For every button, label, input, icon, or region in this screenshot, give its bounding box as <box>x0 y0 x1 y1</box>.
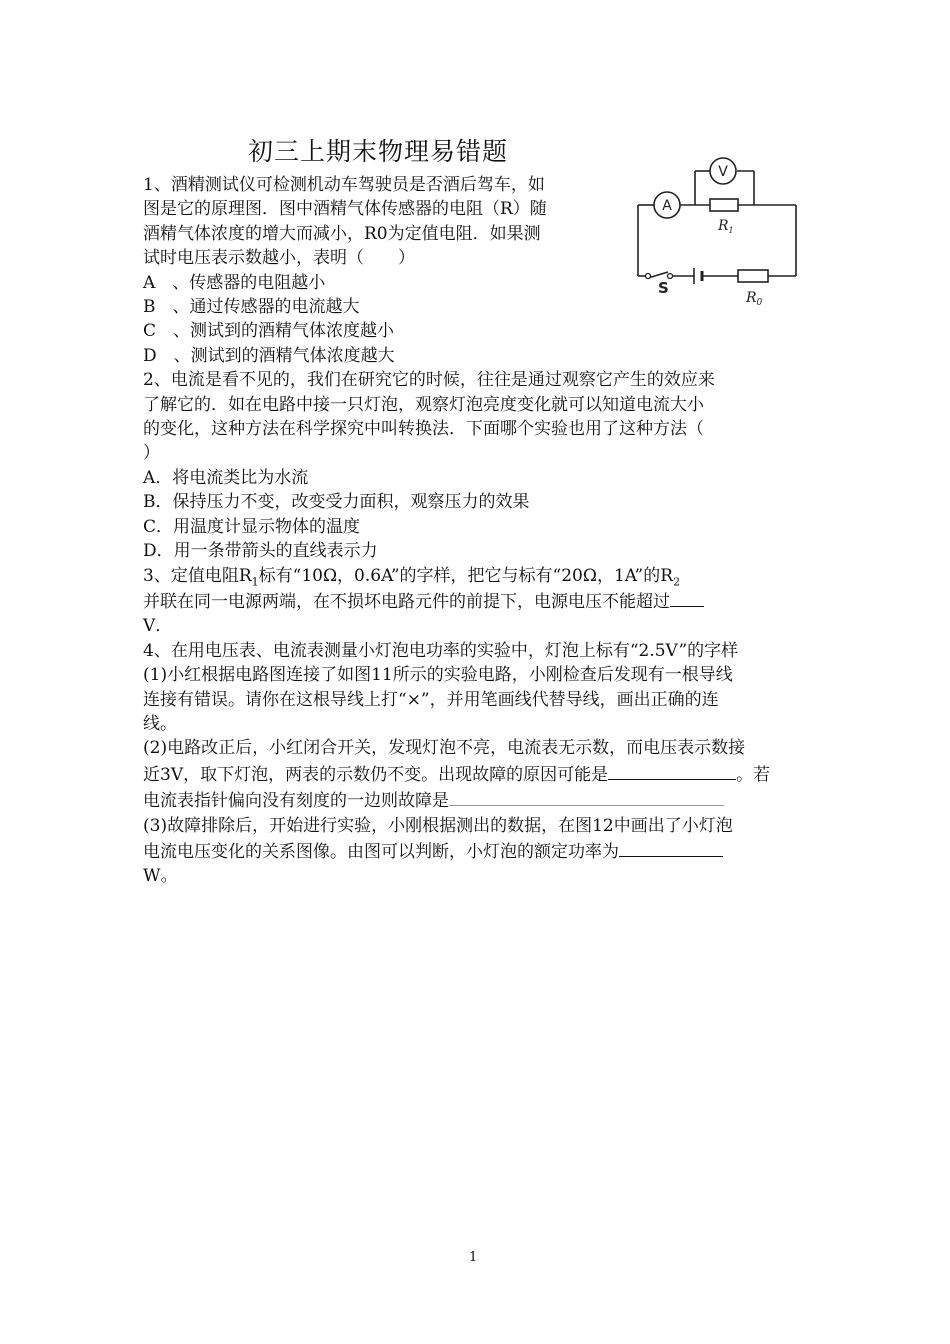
q4-intro: 4、在用电压表、电流表测量小灯泡电功率的实验中，灯泡上标有“2.5V”的字样 <box>143 640 739 661</box>
q4-part1-line: 线。 <box>143 713 177 734</box>
q3-line: 3、定值电阻$R_1$标有“10Ω，0.6A”的字样，把它与标有“20Ω，1A”的$R_2$ <box>143 565 681 588</box>
voltmeter-label: V <box>718 164 728 180</box>
answer-blank[interactable] <box>670 588 704 607</box>
page-title: 初三上期末物理易错题 <box>248 137 509 166</box>
q2-line: 的变化，这种方法在科学探究中叫转换法．下面哪个实验也用了这种方法（ <box>143 419 704 440</box>
question-2 <box>143 368 808 563</box>
q2-option-b: B．保持压力不变，改变受力面积，观察压力的效果 <box>143 492 530 513</box>
q1-line: 酒精气体浓度的增大而减小，R0为定值电阻．如果测 <box>143 223 541 244</box>
question-content <box>143 173 808 889</box>
q1-line: 1、酒精测试仪可检测机动车驾驶员是否酒后驾车，如 <box>143 175 545 195</box>
q1-option-d: D 、测试到的酒精气体浓度越大 <box>143 345 395 366</box>
q4-part1-line: (1)小红根据电路图连接了如图11所示的实验电路，小刚检查后发现有一根导线 <box>143 665 733 686</box>
q2-option-d: D．用一条带箭头的直线表示力 <box>143 541 378 562</box>
answer-blank[interactable] <box>619 838 723 857</box>
q2-line: ） <box>143 443 160 464</box>
ammeter-label: A <box>662 198 672 214</box>
q3-line: V． <box>143 616 173 637</box>
q4-part2-line: 近3V，取下灯泡，两表的示数仍不变。出现故障的原因可能是 。若 <box>143 761 808 787</box>
answer-blank[interactable] <box>449 787 724 806</box>
q2-line: 2、电流是看不见的，我们在研究它的时候，往往是通过观察它产生的效应来 <box>143 370 715 391</box>
fixed-resistor-label: $R_0$ <box>746 290 763 308</box>
question-4 <box>143 639 808 889</box>
question-1 <box>143 173 808 368</box>
q1-option-b: B 、通过传感器的电流越大 <box>143 297 360 318</box>
sensor-label: $R_1$ <box>718 218 734 235</box>
q3-line: 并联在同一电源两端，在不损坏电路元件的前提下，电源电压不能超过 <box>143 588 808 614</box>
q4-part2-line: (2)电路改正后，小红闭合开关，发现灯泡不亮，电流表无示数，而电压表示数接 <box>143 738 746 759</box>
q4-part2-line: 电流表指针偏向没有刻度的一边则故障是 <box>143 787 808 813</box>
q2-line: 了解它的．如在电路中接一只灯泡，观察灯泡亮度变化就可以知道电流大小 <box>143 394 704 415</box>
q4-part3-line: W。 <box>143 866 178 887</box>
question-3 <box>143 564 808 639</box>
q4-part3-line: 电流电压变化的关系图像。由图可以判断，小灯泡的额定功率为 <box>143 838 808 864</box>
q1-line: 图是它的原理图．图中酒精气体传感器的电阻（R）随 <box>143 199 547 220</box>
switch-label: S <box>658 279 669 297</box>
q4-part3-line: (3)故障排除后，开始进行实验，小刚根据测出的数据，在图12中画出了小灯泡 <box>143 815 733 836</box>
answer-blank[interactable] <box>608 761 736 780</box>
q1-option-a: A 、传感器的电阻越小 <box>143 272 326 293</box>
q2-option-a: A．将电流类比为水流 <box>143 467 309 488</box>
page-number: 1 <box>469 1250 478 1265</box>
q1-option-c: C 、测试到的酒精气体浓度越小 <box>143 321 395 342</box>
q2-option-c: C．用温度计显示物体的温度 <box>143 516 361 537</box>
q1-line: 试时电压表示数越小，表明（ ） <box>143 248 415 269</box>
q4-part1-line: 连接有错误。请你在这根导线上打“×”，并用笔画线代替导线，画出正确的连 <box>143 689 719 710</box>
